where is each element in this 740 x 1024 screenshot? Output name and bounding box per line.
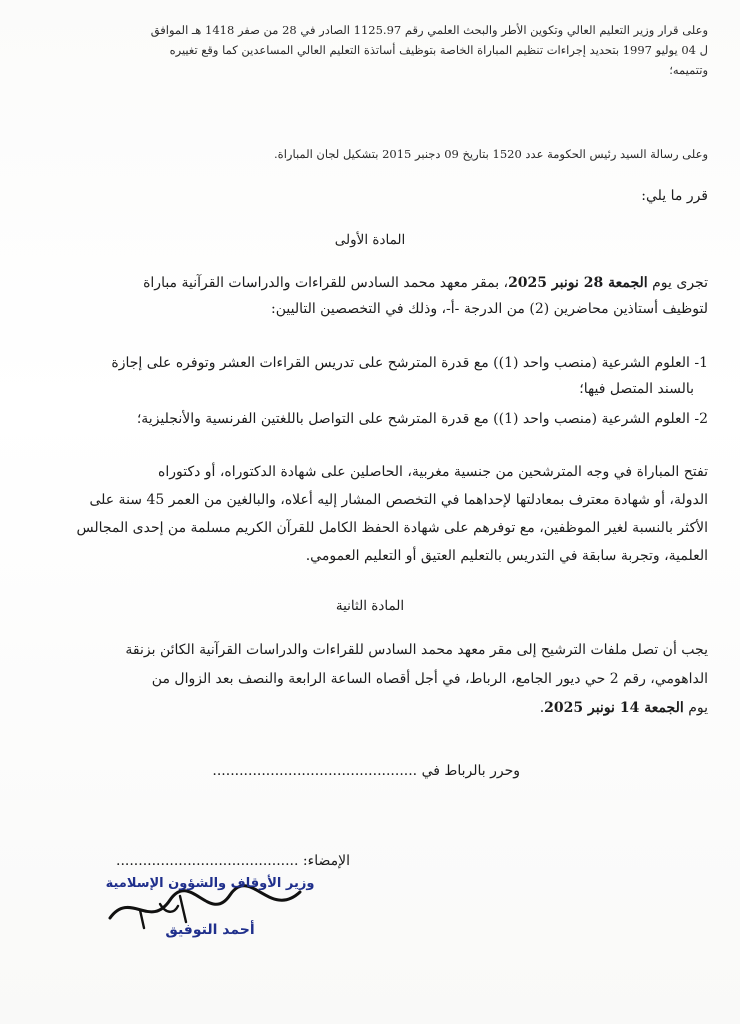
- specialty-line: 1- العلوم الشرعية (منصب واحد (1)) مع قدرة المترشح على تدريس القراءات العشر وتوفره على إجازة: [111, 355, 708, 371]
- text-fragment: ، بمقر معهد محمد السادس للقراءات والدراسات القرآنية مباراة: [143, 275, 509, 291]
- eligibility-conditions: [58, 458, 708, 570]
- preamble-line: ل 04 يوليو 1997 بتحديد إجراءات تنظيم المباراة الخاصة بتوظيف أساتذة التعليم العالي المساعدين كما وقع تغييره: [169, 43, 708, 57]
- article-2-line: [58, 694, 708, 723]
- deadline-date: الجمعة 14 نونبر 2025: [544, 700, 684, 716]
- stamp-title: وزير الأوقاف والشؤون الإسلامية: [105, 876, 315, 891]
- preamble-line: وتتميمه؛: [669, 63, 708, 77]
- decision-statement: قرر ما يلي:: [641, 188, 708, 204]
- text-fragment: .: [539, 700, 545, 716]
- text-fragment: تجرى يوم: [647, 275, 708, 291]
- conditions-line: تفتح المباراة في وجه المترشحين من جنسية مغربية، الحاصلين على شهادة الدكتوراه، أو دكتوراه: [158, 464, 708, 480]
- minister-stamp: [100, 870, 320, 950]
- specialty-line: بالسند المتصل فيها؛: [579, 381, 694, 397]
- article-1-intro: [58, 270, 708, 322]
- stamp-name: أحمد التوفيق: [165, 922, 255, 938]
- preamble-paragraph-1: [58, 20, 708, 80]
- article-2-heading: المادة الثانية: [335, 598, 405, 614]
- specialty-item-2: 2- العلوم الشرعية (منصب واحد (1)) مع قدرة المترشح على التواصل باللغتين الفرنسية والأنجليزية؛: [136, 411, 708, 427]
- signature-label: الإمضاء: .........................................: [116, 853, 350, 869]
- conditions-line: الأكثر بالنسبة لغير الموظفين، مع توفرهم على شهادة الحفظ الكامل للقرآن الكريم مسلمة من إحدى المجالس: [76, 520, 708, 536]
- article-2-body: [58, 636, 708, 723]
- exam-date: الجمعة 28 نونبر 2025: [508, 275, 648, 291]
- article-1-intro-line: لتوظيف أستاذين محاضرين (2) من الدرجة -أ-، وذلك في التخصصين التاليين:: [271, 301, 708, 317]
- conditions-line: العلمية، وتجربة سابقة في التدريس بالتعليم العتيق أو التعليم العمومي.: [305, 548, 708, 564]
- done-at-line: وحرر بالرباط في ..............................................: [212, 763, 520, 779]
- article-2-line: الداهومي، رقم 2 حي ديور الجامع، الرباط، في أجل أقصاه الساعة الرابعة والنصف بعد الزوال من: [151, 671, 708, 687]
- preamble-paragraph-2: وعلى رسالة السيد رئيس الحكومة عدد 1520 بتاريخ 09 دجنبر 2015 بتشكيل لجان المباراة.: [274, 147, 708, 161]
- specialty-item-1: [58, 350, 708, 402]
- article-1-heading: المادة الأولى: [334, 232, 406, 248]
- conditions-line: الدولة، أو شهادة معترف بمعادلتها لإحداهما في التخصص المشار إليه أعلاه، والبالغين من العمر 45 سنة على: [89, 492, 708, 508]
- article-2-line: يجب أن تصل ملفات الترشيح إلى مقر معهد محمد السادس للقراءات والدراسات القرآنية الكائن بزنقة: [125, 642, 708, 658]
- article-1-intro-line: [58, 270, 708, 296]
- text-fragment: يوم: [683, 700, 708, 716]
- preamble-line: وعلى قرار وزير التعليم العالي وتكوين الأطر والبحث العلمي رقم 1125.97 الصادر في 28 من صفر 1418 هـ الموافق: [150, 23, 708, 37]
